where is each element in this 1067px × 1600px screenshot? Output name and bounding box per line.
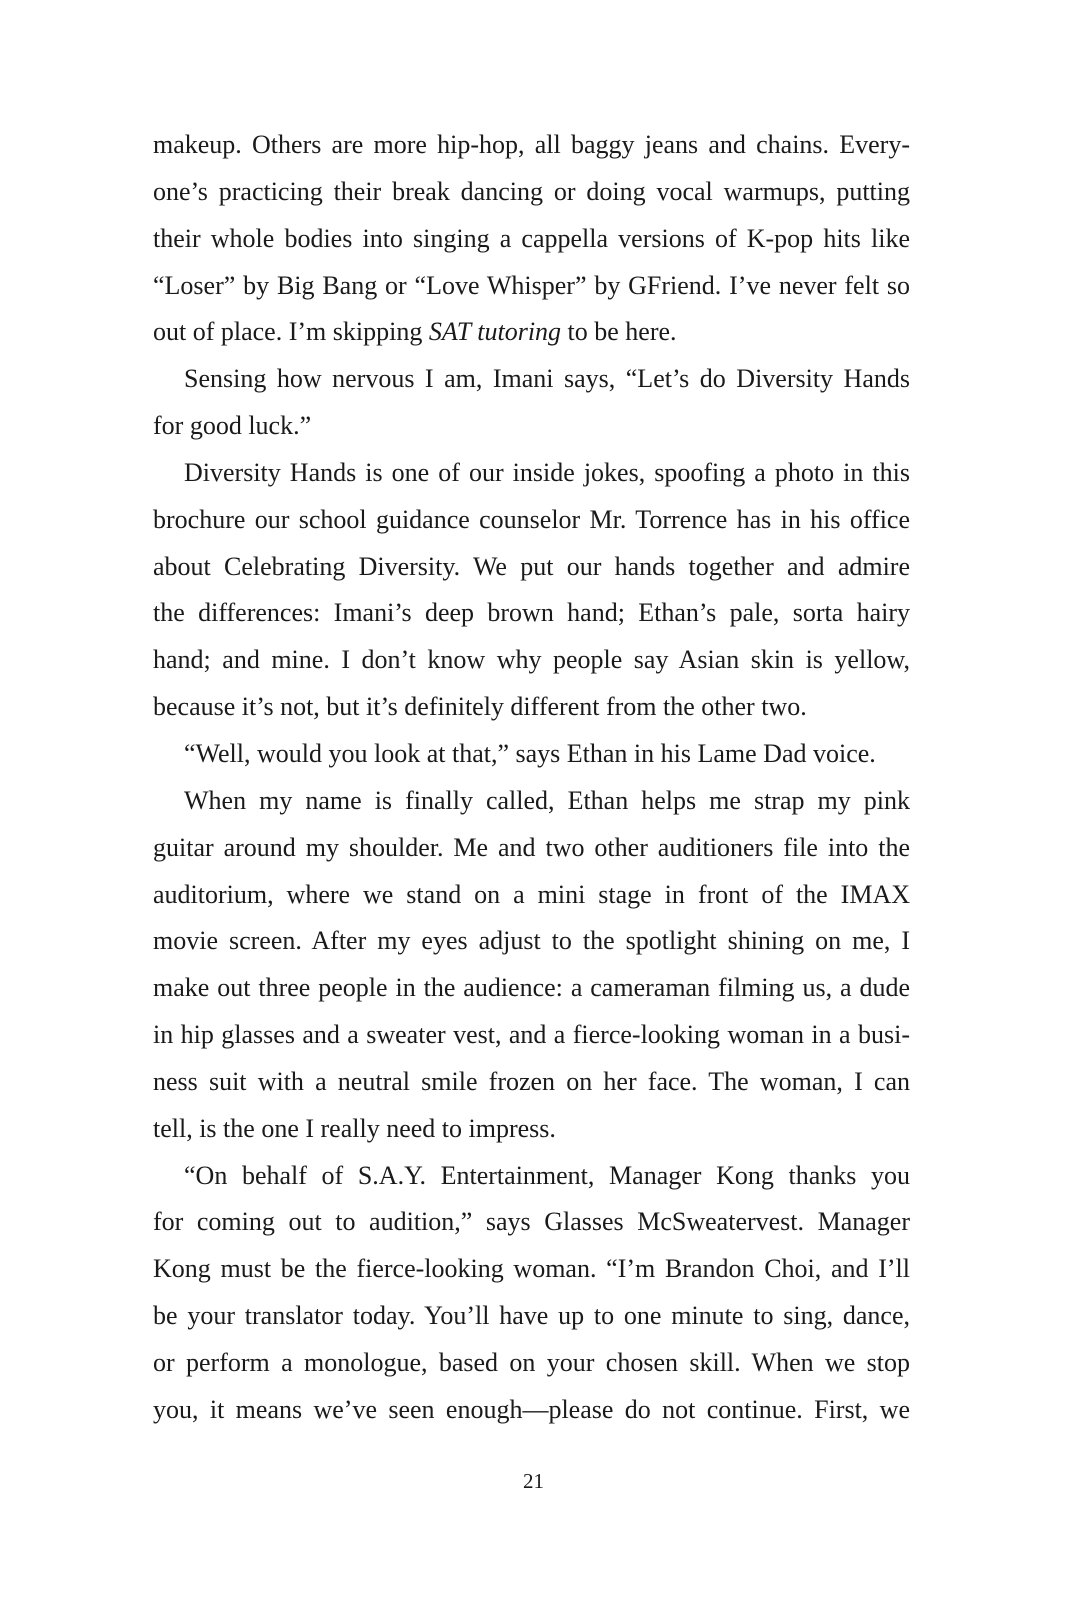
text-line: Kong must be the fierce-looking woman. “I’m Brandon Choi, and I’ll xyxy=(153,1254,910,1284)
text-line xyxy=(153,309,910,356)
text-line: you, it means we’ve seen enough—please do not continue. First, we xyxy=(153,1394,910,1424)
text-line: “Loser” by Big Bang or “Love Whisper” by GFriend. I’ve never felt so xyxy=(153,270,910,300)
paragraph-3 xyxy=(153,450,910,731)
text-line: Sensing how nervous I am, Imani says, “Let’s do Diversity Hands xyxy=(184,364,910,394)
text-line: ness suit with a neutral smile frozen on her face. The woman, I can xyxy=(153,1066,910,1096)
text-line: “On behalf of S.A.Y. Entertainment, Manager Kong thanks you xyxy=(184,1160,910,1190)
text-line: the differences: Imani’s deep brown hand; Ethan’s pale, sorta hairy xyxy=(153,598,910,628)
text-line: auditorium, where we stand on a mini stage in front of the IMAX xyxy=(153,879,910,909)
text-line: tell, is the one I really need to impress. xyxy=(153,1113,556,1143)
text-line: When my name is finally called, Ethan helps me strap my pink xyxy=(184,785,910,815)
text-line: their whole bodies into singing a cappella versions of K-pop hits like xyxy=(153,223,910,253)
body-text xyxy=(153,122,910,1434)
text-line: for coming out to audition,” says Glasses McSweatervest. Manager xyxy=(153,1207,910,1237)
text-line: about Celebrating Diversity. We put our hands together and admire xyxy=(153,551,910,581)
text-line: “Well, would you look at that,” says Ethan in his Lame Dad voice. xyxy=(184,738,876,768)
text-line: be your translator today. You’ll have up to one minute to sing, dance, xyxy=(153,1301,910,1331)
text-line: brochure our school guidance counselor Mr. Torrence has in his office xyxy=(153,504,910,534)
text-line: in hip glasses and a sweater vest, and a fierce-looking woman in a busi- xyxy=(153,1020,910,1050)
text-run: to be here. xyxy=(561,317,677,347)
page-number: 21 xyxy=(523,1469,544,1493)
paragraph-1 xyxy=(153,122,910,356)
text-line: or perform a monologue, based on your chosen skill. When we stop xyxy=(153,1347,910,1377)
paragraph-4 xyxy=(153,731,910,778)
text-line: because it’s not, but it’s definitely different from the other two. xyxy=(153,692,807,722)
text-line: hand; and mine. I don’t know why people say Asian skin is yellow, xyxy=(153,645,910,675)
text-line: makeup. Others are more hip-hop, all baggy jeans and chains. Every- xyxy=(153,130,910,159)
text-line: Diversity Hands is one of our inside jokes, spoofing a photo in this xyxy=(184,457,910,487)
text-line: for good luck.” xyxy=(153,411,312,441)
italic-text: SAT tutoring xyxy=(428,317,562,347)
text-line: guitar around my shoulder. Me and two other auditioners file into the xyxy=(153,832,910,862)
text-run: out of place. I’m skipping xyxy=(153,317,429,347)
text-line: movie screen. After my eyes adjust to the spotlight shining on me, I xyxy=(153,926,910,956)
text-line: one’s practicing their break dancing or doing vocal warmups, putting xyxy=(153,176,910,206)
paragraph-6 xyxy=(153,1153,910,1434)
text-line: make out three people in the audience: a cameraman filming us, a dude xyxy=(153,973,910,1003)
paragraph-2 xyxy=(153,356,910,450)
paragraph-5 xyxy=(153,778,910,1153)
